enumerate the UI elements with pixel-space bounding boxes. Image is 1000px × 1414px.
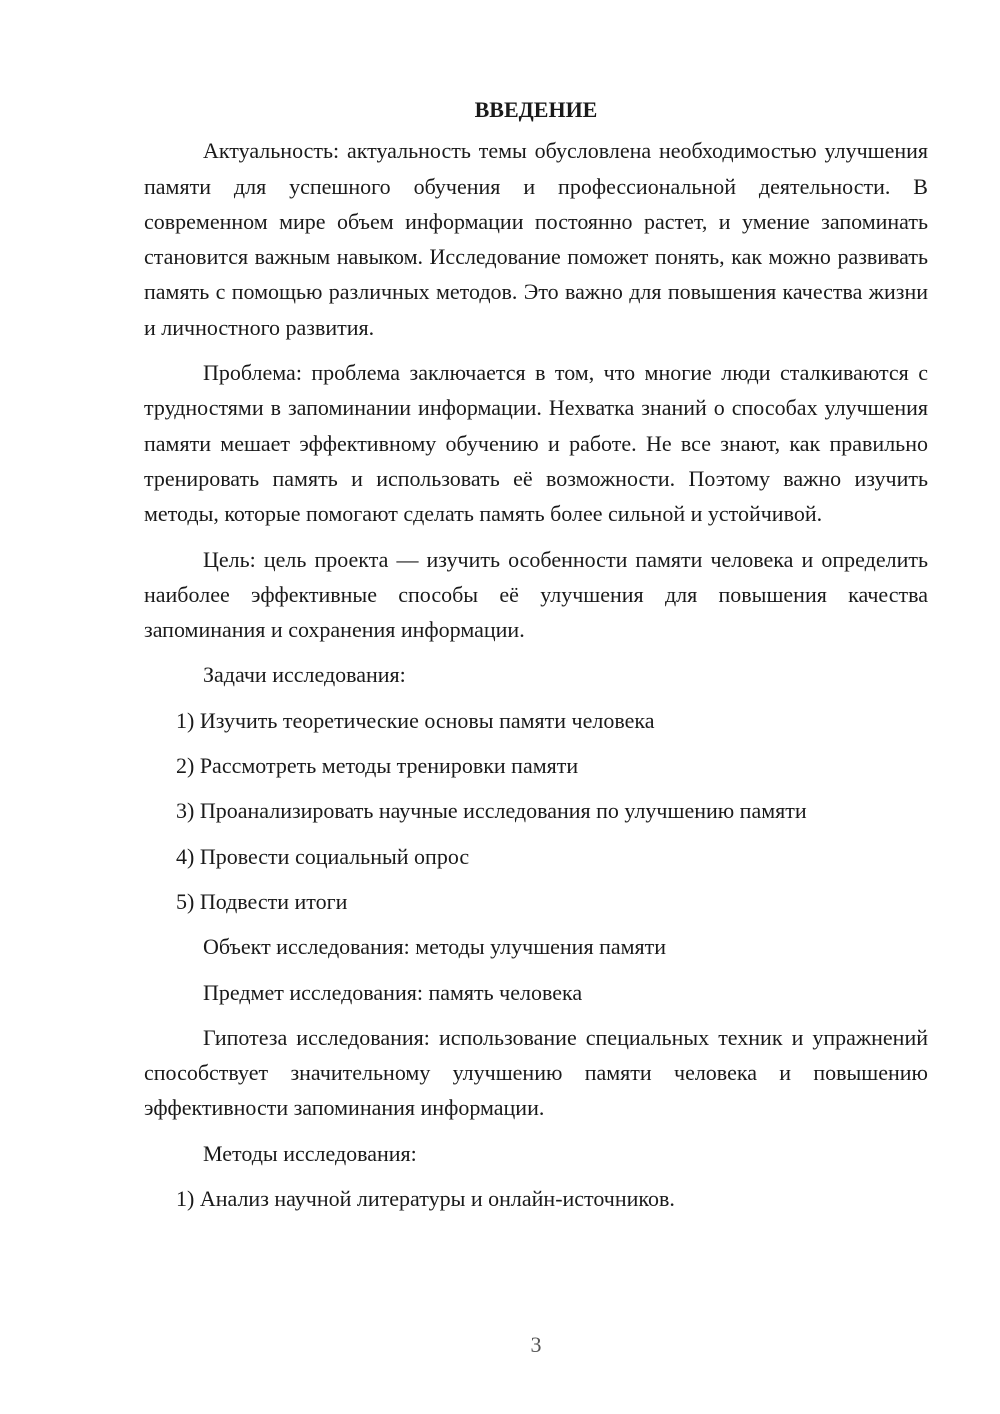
paragraph-relevance: Актуальность: актуальность темы обусловлена необходимостью улучшения памяти для успешного обучения и профессиональной деятельности. В современном мире объем информации постоянно растет, и умение запоминать становится важным навыком. Исследование поможет понять, как можно развивать память с помощью различных методов. Это важно для повышения качества жизни и личностного развития. [144, 138, 928, 340]
method-item-1: 1) Анализ научной литературы и онлайн-источников. [176, 1186, 675, 1212]
methods-title: Методы исследования: [203, 1140, 417, 1166]
paragraph-hypothesis: Гипотеза исследования: использование специальных техник и упражнений способствует значительному улучшению памяти человека и повышению эффективности запоминания информации. [144, 1024, 928, 1121]
paragraph-problem: Проблема: проблема заключается в том, что многие люди сталкиваются с трудностями в запоминании информации. Нехватка знаний о способах улучшения памяти мешает эффективному обучению и работе. Не все знают, как правильно тренировать память и использовать её возможности. Поэтому важно изучить методы, которые помогают сделать память более сильной и устойчивой. [144, 360, 928, 527]
page-content [144, 92, 928, 1226]
research-subject: Предмет исследования: память человека [203, 979, 583, 1005]
task-item-4: 4) Провести социальный опрос [176, 843, 470, 869]
paragraph-goal: Цель: цель проекта — изучить особенности памяти человека и определить наиболее эффективные способы её улучшения для повышения качества запоминания и сохранения информации. [144, 546, 928, 643]
tasks-title: Задачи исследования: [203, 662, 406, 688]
section-heading: ВВЕДЕНИЕ [474, 97, 598, 122]
task-item-5: 5) Подвести итоги [176, 888, 348, 914]
page-number: 3 [530, 1332, 542, 1357]
task-item-3: 3) Проанализировать научные исследования по улучшению памяти [176, 798, 807, 824]
research-object: Объект исследования: методы улучшения памяти [203, 934, 667, 960]
task-item-2: 2) Рассмотреть методы тренировки памяти [176, 753, 579, 779]
task-item-1: 1) Изучить теоретические основы памяти человека [176, 707, 655, 733]
